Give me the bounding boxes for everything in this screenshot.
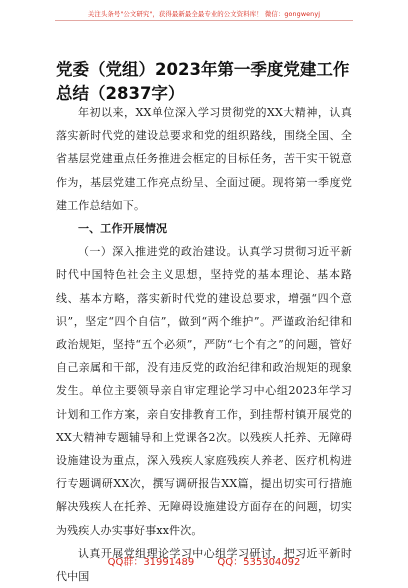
body-paragraph: （一）深入推进党的政治建设。认真学习贯彻习近平新时代中国特色社会主义思想，坚持党的基本理论、基本路线、基本方略，落实新时代党的建设总要求，增强“四个意识”，坚定“四个自信”，做到“两个维护”。严谨政治纪律和政治规矩，坚持“五个必须”，严防“七个有之”的问题，管好自己亲属和干部，没有违反党的政治纪律和政治规矩的现象发生。单位主要领导亲自审定理论学习中心组2023年学习计划和工作方案，亲自安排教育工作，到挂帮村镇开展党的XX大精神专题辅导和上党课各2次。以残疾人托养、无障碍设施建设为重点，深入残疾人家庭残疾人养老、医疗机构进行专题调研XX次，撰写调研报告XX篇，提出切实可行措施解决残疾人在托养、无障碍设施建设方面存在的问题，切实为残疾人办实事好事xx件次。 xyxy=(56,245,352,537)
intro-paragraph: 年初以来，XX单位深入学习贯彻党的XX大精神，认真落实新时代党的建设总要求和党的组织路线，围绕全国、全省基层党建重点任务推进会框定的目标任务，苦干实干锐意作为，基层党建工作亮点纷呈、全面过硬。现将第一季度党建工作总结如下。 xyxy=(56,106,352,212)
document-body xyxy=(56,101,352,588)
document-title: 党委（党组）2023年第一季度党建工作总结（2837字） xyxy=(56,60,350,103)
footer-qq-group: QQ群：31991489 xyxy=(107,557,195,568)
body-paragraph: 认真开展党组理论学习中心组学习研讨，把习近平新时代中国 xyxy=(56,546,352,584)
footer-qq: QQ：535304092 xyxy=(217,557,301,568)
header-banner: 关注头条号"公文研究"，获得最新最全最专业的公文资料库！ 微信：gongwenyj xyxy=(87,10,321,18)
footer-contact xyxy=(0,553,408,568)
header-divider xyxy=(55,20,353,21)
section-heading: 一、工作开展情况 xyxy=(78,222,168,236)
